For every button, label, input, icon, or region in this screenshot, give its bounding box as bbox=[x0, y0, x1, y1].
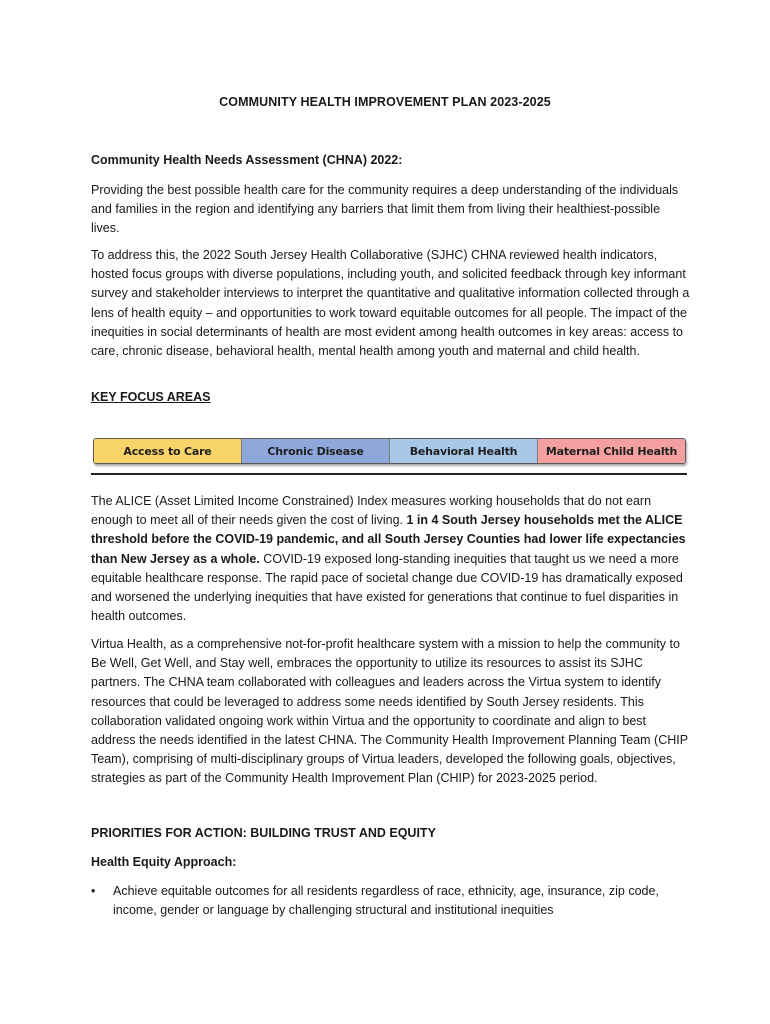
bullet-icon: • bbox=[91, 884, 96, 898]
focus-area-maternal-child-health: Maternal Child Health bbox=[538, 439, 685, 463]
bullet-text: Achieve equitable outcomes for all residents regardless of race, ethnicity, age, insurance, zip code, income, gender or language by challenging structural and institutional inequities bbox=[113, 884, 659, 918]
chna-heading: Community Health Needs Assessment (CHNA) 2022: bbox=[91, 153, 403, 167]
document-title: COMMUNITY HEALTH IMPROVEMENT PLAN 2023-2025 bbox=[219, 95, 551, 109]
focus-area-behavioral-health: Behavioral Health bbox=[390, 439, 538, 463]
key-focus-areas-bar bbox=[93, 438, 686, 464]
health-equity-heading: Health Equity Approach: bbox=[91, 855, 237, 869]
alice-paragraph-highlight: 1 in 4 South Jersey households met the ALICE threshold before the COVID-19 pandemic, and all South Jersey Counties had lower life expectancies than New Jersey as a whole. bbox=[91, 513, 686, 566]
key-focus-areas-heading: KEY FOCUS AREAS bbox=[91, 390, 211, 404]
section-divider bbox=[91, 473, 687, 475]
chna-summary-paragraph: To address this, the 2022 South Jersey Health Collaborative (SJHC) CHNA reviewed health indicators, hosted focus groups with diverse populations, including youth, and solicited feedback through key informant survey and stakeholder interviews to interpret the quantitative and qualitative information collected through a lens of health equity – and opportunities to work toward equitable outcomes for all people. The impact of the inequities in social determinants of health are most evident among health outcomes in key areas: access to care, chronic disease, behavioral health, mental health among youth and maternal and child health. bbox=[91, 248, 690, 359]
focus-area-access-to-care: Access to Care bbox=[94, 439, 242, 463]
intro-paragraph: Providing the best possible health care for the community requires a deep understanding of the individuals and families in the region and identifying any barriers that limit them from living their healthiest-possible lives. bbox=[91, 183, 679, 236]
alice-paragraph-start: The ALICE (Asset Limited Income Constrained) Index measures working households that do not earn enough to meet all of their needs given the cost of living. bbox=[91, 494, 652, 528]
focus-area-chronic-disease: Chronic Disease bbox=[242, 439, 390, 463]
alice-paragraph-end: COVID-19 exposed long-standing inequities that taught us we need a more equitable healthcare response. The rapid pace of societal change due COVID-19 has dramatically exposed and worsened the underlying inequities that have existed for generations that continue to fuel disparities in health outcomes. bbox=[91, 551, 683, 624]
list-item bbox=[91, 882, 691, 920]
virtua-paragraph: Virtua Health, as a comprehensive not-for-profit healthcare system with a mission to help the community to Be Well, Get Well, and Stay well, embraces the opportunity to utilize its resources to assist its SJHC partners. The CHNA team collaborated with colleagues and leaders across the Virtua system to identify resources that could be leveraged to address some needs identified by South Jersey residents. This collaboration validated ongoing work within Virtua and the opportunity to coordinate and align to best address the needs identified in the latest CHNA. The Community Health Improvement Planning Team (CHIP Team), comprising of multi-disciplinary groups of Virtua leaders, developed the following goals, objectives, strategies as part of the Community Health Improvement Plan (CHIP) for 2023-2025 period. bbox=[91, 637, 688, 786]
alice-paragraph bbox=[91, 492, 691, 626]
priorities-heading: PRIORITIES FOR ACTION: BUILDING TRUST AND EQUITY bbox=[91, 826, 436, 840]
